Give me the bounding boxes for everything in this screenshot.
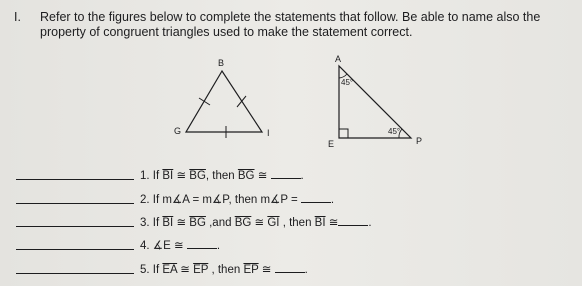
inline-answer-blank-3[interactable] (338, 215, 368, 226)
angle-label-a: 45° (341, 78, 354, 87)
inline-answer-blank-1[interactable] (271, 168, 301, 179)
tick-mark-bg (199, 98, 210, 105)
inline-answer-blank-5[interactable] (275, 262, 305, 273)
answer-blank-2[interactable] (16, 203, 134, 204)
triangle-bgi-figure (170, 55, 280, 145)
worksheet: I. Refer to the figures below to complete the statements that follow. Be able to name also the property of congruent triangles used to make the statement correct. B G I A 45° E 45° P 1. If $\overline{BI}$ ≅ $\overline{BG}$, then $\overline{BG}$ ≅ . 2. If m∡A = m∡P, then m∡P = . 3. If $\overline{BI}$ ≅ $\overline{BG}$ ,and $\overline{BG}$ ≅ $\overline{GI}$ , then $\overline{BI}$ ≅ . 4. ∡E ≅ . 5. If $\overline{EA}$ ≅ $\overline{EP}$ , then $\overline{EP}$ ≅ . (0, 0, 582, 286)
answer-blank-4[interactable] (16, 249, 134, 250)
section-number: I. (14, 10, 21, 24)
right-angle-marker (339, 129, 348, 138)
vertex-label-a: A (335, 54, 342, 64)
vertex-label-i: I (267, 128, 270, 138)
segment-ea: $\overline{EA}$ (162, 264, 178, 276)
segment-ep: $\overline{EP}$ (243, 264, 259, 276)
triangle-bgi (186, 71, 262, 132)
segment-bg: $\overline{BG}$ (237, 170, 255, 182)
segment-bg: $\overline{BG}$ (189, 170, 206, 182)
triangle-aep (339, 66, 411, 138)
item-number-1: 1. (140, 170, 150, 182)
instructions-text: Refer to the figures below to complete the statements that follow. Be able to name also the property of congruent triangles used to make the statement correct. (40, 10, 541, 39)
vertex-label-g: G (174, 126, 182, 136)
answer-blank-1[interactable] (16, 179, 134, 180)
item-number-5: 5. (140, 264, 150, 276)
segment-bg: $\overline{BG}$ (234, 217, 252, 229)
vertex-label-p: P (416, 136, 423, 146)
vertex-label-b: B (218, 58, 225, 68)
inline-answer-blank-4[interactable] (187, 238, 217, 249)
segment-bi: $\overline{BI}$ (314, 217, 326, 229)
triangle-aep-figure (325, 52, 430, 148)
segment-bi: $\overline{BI}$ (162, 170, 174, 182)
item-number-2: 2. (140, 194, 150, 206)
item-number-3: 3. (140, 217, 150, 229)
answer-blank-5[interactable] (16, 273, 134, 274)
segment-bi: $\overline{BI}$ (162, 217, 174, 229)
item-number-4: 4. (140, 240, 150, 252)
answer-blank-3[interactable] (16, 226, 134, 227)
segment-bg: $\overline{BG}$ (189, 217, 206, 229)
segment-gi: $\overline{GI}$ (267, 217, 280, 229)
inline-answer-blank-2[interactable] (301, 192, 331, 203)
angle-label-p: 45° (388, 127, 401, 136)
segment-ep: $\overline{EP}$ (193, 264, 209, 276)
vertex-label-e: E (328, 139, 335, 149)
